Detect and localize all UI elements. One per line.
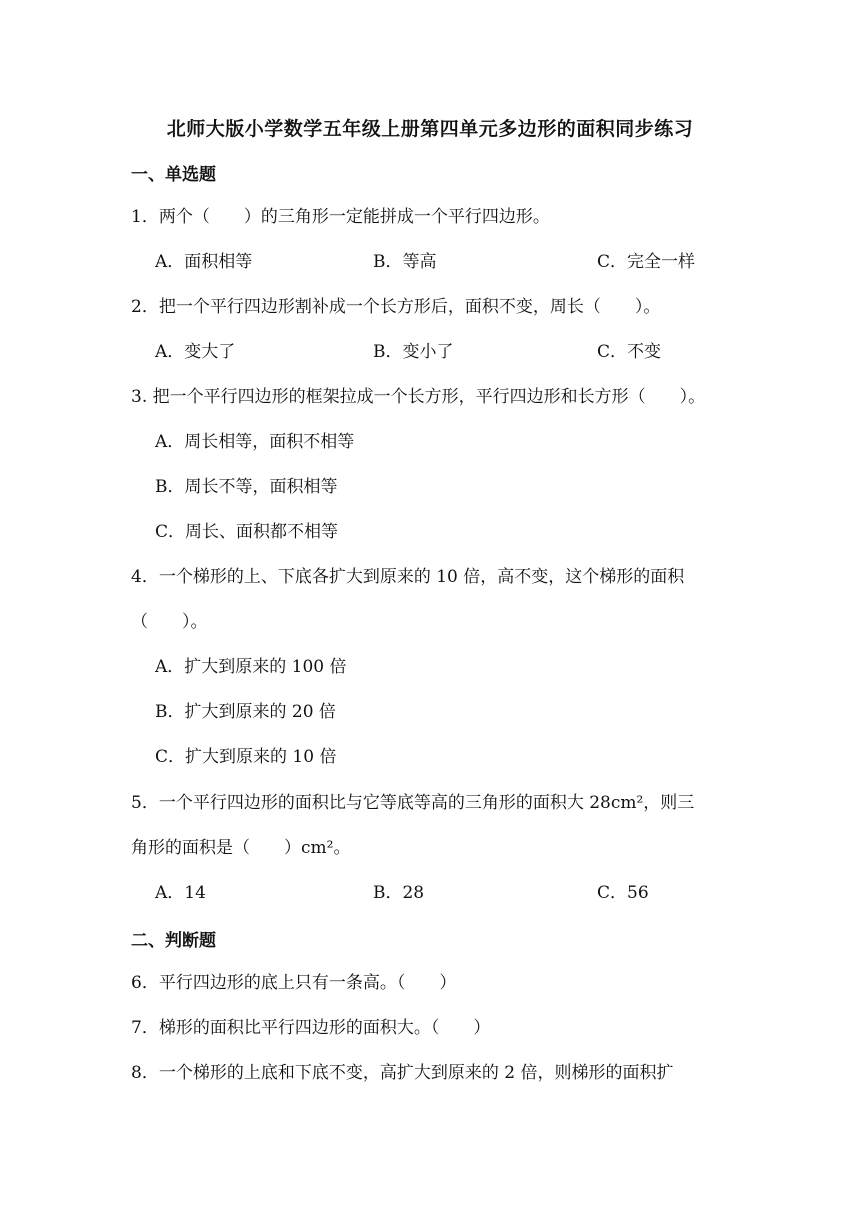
question-5: 5．一个平行四边形的面积比与它等底等高的三角形的面积大 28cm²，则三 xyxy=(131,793,695,813)
section-heading-single-choice: 一、单选题 xyxy=(131,165,216,185)
question-1-option-b: B．等高 xyxy=(373,252,437,272)
question-3-option-c: C．周长、面积都不相等 xyxy=(155,522,339,542)
question-2-option-b: B．变小了 xyxy=(373,342,454,362)
section-heading-true-false: 二、判断题 xyxy=(131,931,216,951)
question-4-option-b: B．扩大到原来的 20 倍 xyxy=(155,702,336,722)
question-3-option-a: A．周长相等，面积不相等 xyxy=(155,432,355,452)
page-title: 北师大版小学数学五年级上册第四单元多边形的面积同步练习 xyxy=(166,118,694,140)
question-5-option-b: B．28 xyxy=(373,883,425,903)
question-1: 1．两个（ ）的三角形一定能拼成一个平行四边形。 xyxy=(131,207,550,227)
question-5-continued: 角形的面积是（ ）cm²。 xyxy=(131,838,351,858)
question-1-option-a: A．面积相等 xyxy=(155,252,253,272)
question-4-option-a: A．扩大到原来的 100 倍 xyxy=(155,657,347,677)
question-5-option-a: A．14 xyxy=(155,883,206,903)
question-4: 4．一个梯形的上、下底各扩大到原来的 10 倍，高不变，这个梯形的面积 xyxy=(131,567,685,587)
question-3-option-b: B．周长不等，面积相等 xyxy=(155,477,338,497)
question-3: 3. 把一个平行四边形的框架拉成一个长方形，平行四边形和长方形（ ）。 xyxy=(131,387,706,407)
question-7: 7．梯形的面积比平行四边形的面积大。（ ） xyxy=(131,1018,491,1038)
question-8: 8．一个梯形的上底和下底不变，高扩大到原来的 2 倍，则梯形的面积扩 xyxy=(131,1063,674,1083)
question-6: 6．平行四边形的底上只有一条高。（ ） xyxy=(131,973,457,993)
question-2-option-c: C．不变 xyxy=(597,342,662,362)
question-1-option-c: C．完全一样 xyxy=(597,252,696,272)
question-2: 2．把一个平行四边形割补成一个长方形后，面积不变，周长（ ）。 xyxy=(131,297,661,317)
question-2-option-a: A．变大了 xyxy=(155,342,236,362)
question-4-option-c: C．扩大到原来的 10 倍 xyxy=(155,747,337,767)
question-4-continued: （ ）。 xyxy=(131,612,208,632)
question-5-option-c: C．56 xyxy=(597,883,649,903)
